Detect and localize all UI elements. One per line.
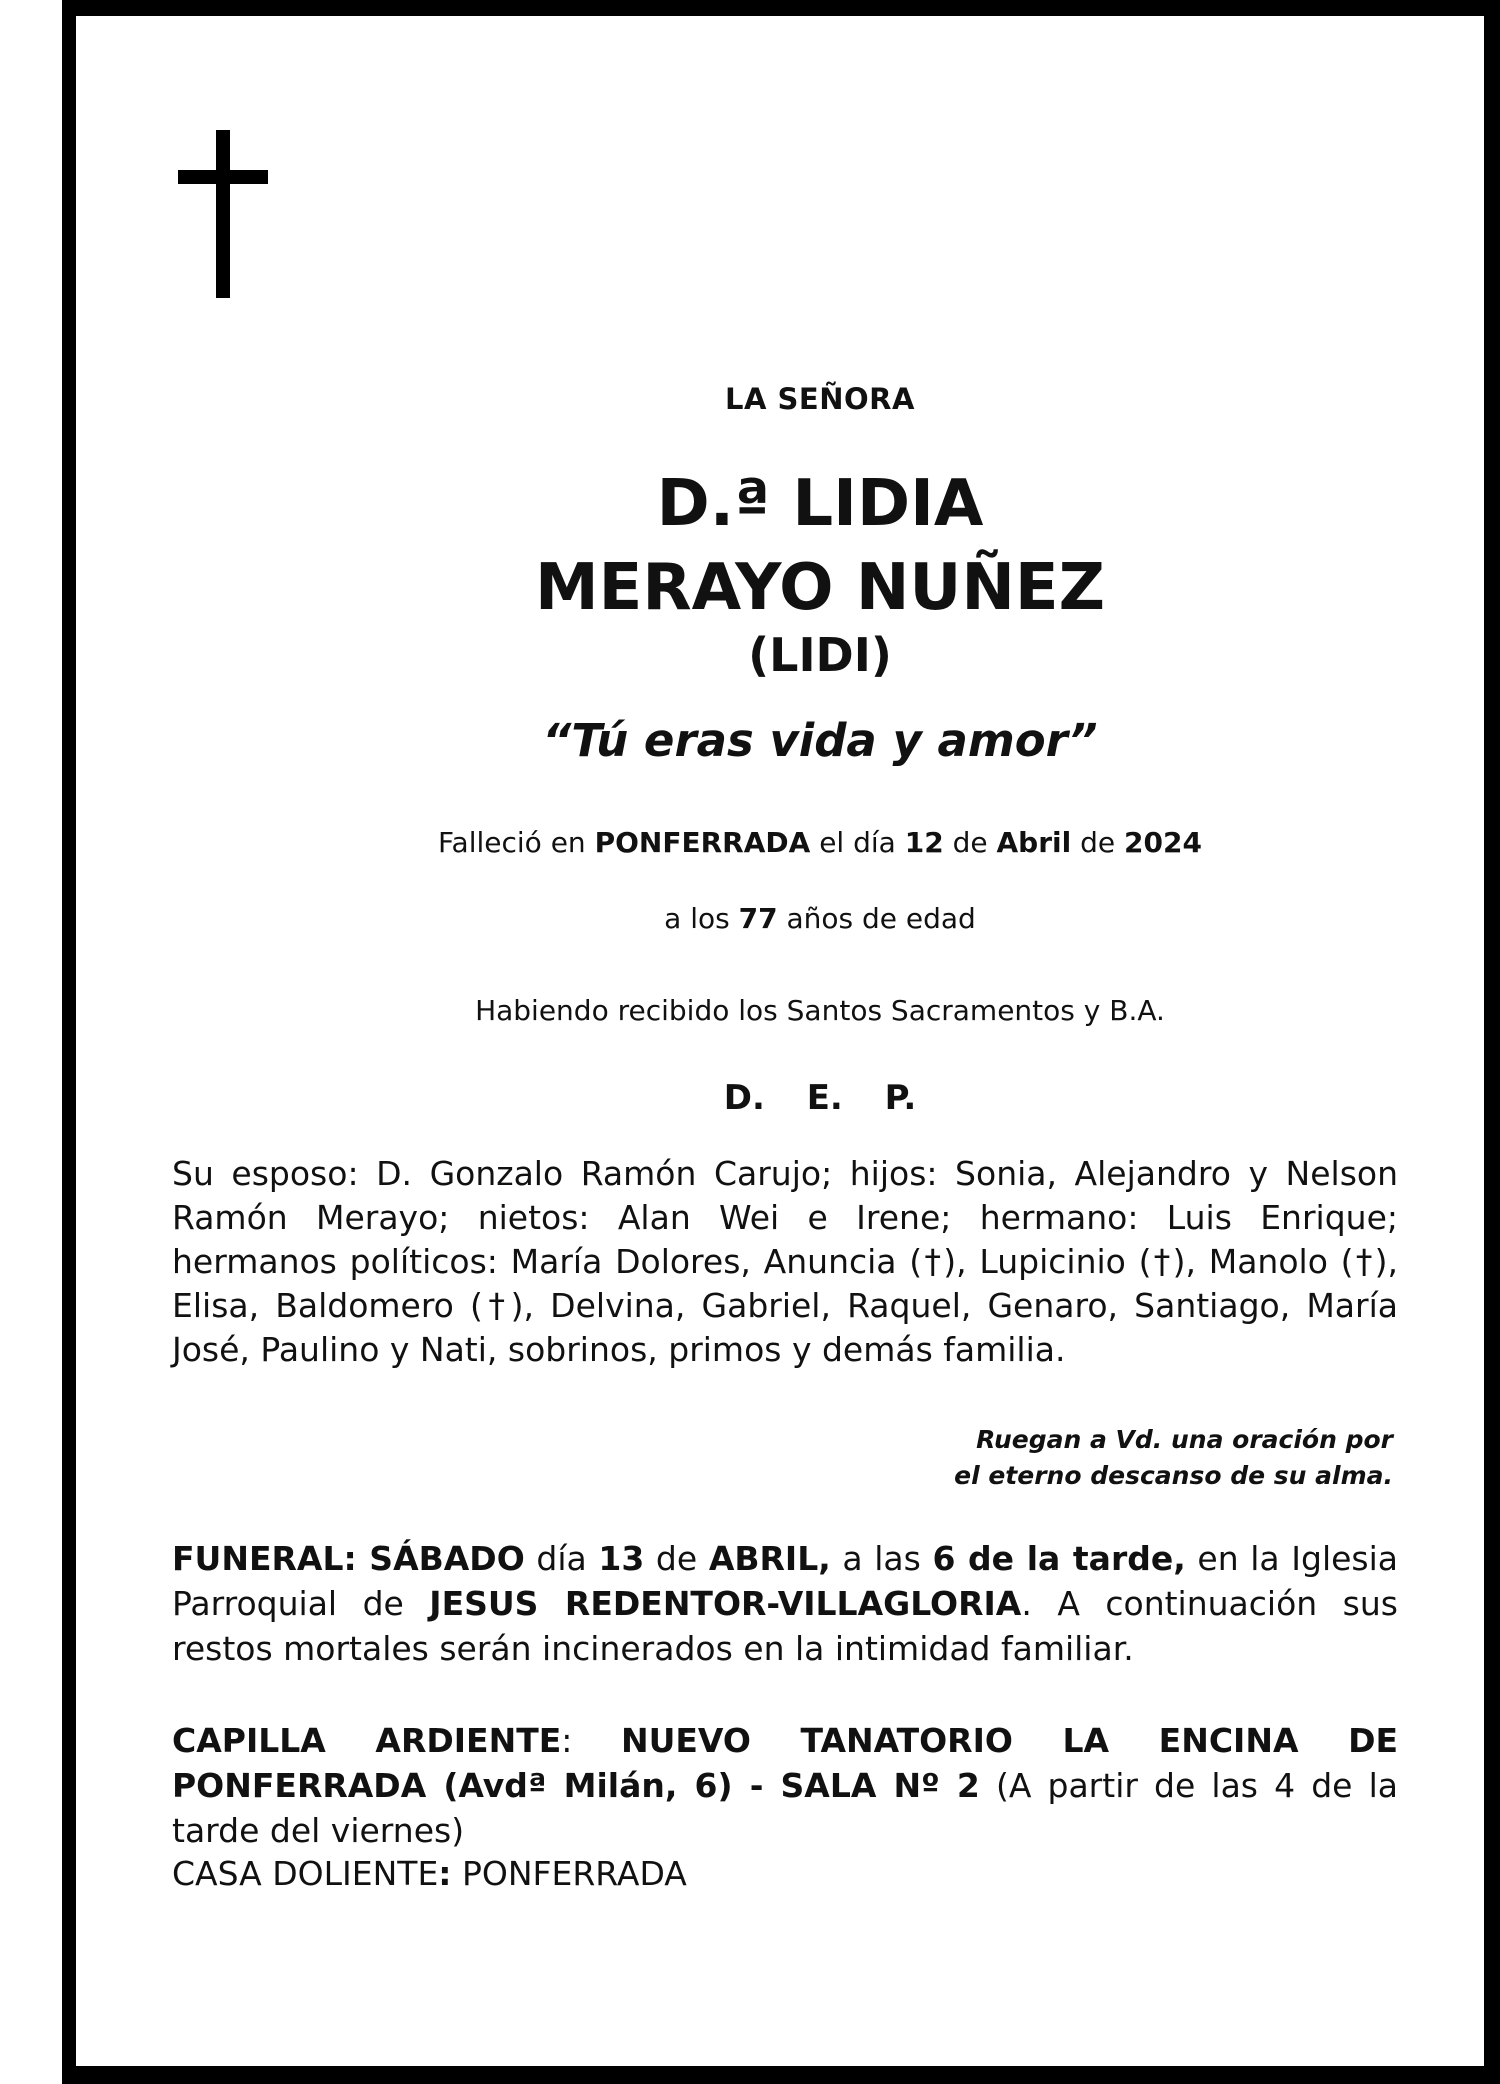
death-mid1: el día (810, 826, 905, 859)
sacraments-statement: Habiendo recibido los Santos Sacramentos y B.A. (475, 994, 1165, 1027)
rip-initials: D. E. P. (723, 1078, 917, 1118)
mourning-house (172, 1854, 687, 1893)
deceased-name-line1: D.ª LIDIA (656, 467, 984, 541)
deceased-name (170, 462, 1470, 630)
deceased-name-line2: MERAYO NUÑEZ (534, 551, 1106, 625)
chapel-label: CAPILLA ARDIENTE (172, 1721, 562, 1760)
funeral-month: ABRIL, (708, 1539, 831, 1578)
nickname: (LIDI) (748, 628, 892, 682)
prayer-line1: Ruegan a Vd. una oración por (976, 1425, 1393, 1454)
funeral-info (172, 1536, 1398, 1671)
funeral-time: 6 de la tarde, (932, 1539, 1186, 1578)
age-prefix: a los (664, 902, 739, 935)
funeral-day: 13 (598, 1539, 645, 1578)
funeral-text-3: a las (830, 1539, 933, 1578)
chapel-note: (A partir de las 4 de la tarde del viernes) (172, 1766, 1398, 1850)
age-years: 77 (738, 902, 778, 935)
funeral-label: FUNERAL: SÁBADO (172, 1539, 525, 1578)
age-statement (170, 902, 1470, 935)
age-suffix: años de edad (777, 902, 976, 935)
death-place: PONFERRADA (594, 826, 811, 859)
death-mid3: de (1071, 826, 1125, 859)
funeral-text-2: de (644, 1539, 709, 1578)
chapel-info (172, 1718, 1398, 1853)
honorific: LA SEÑORA (725, 382, 915, 416)
cross-icon (178, 130, 268, 298)
death-mid2: de (943, 826, 997, 859)
house-label: CASA DOLIENTE (172, 1854, 439, 1893)
death-month: Abril (996, 826, 1072, 859)
motto: “Tú eras vida y amor” (542, 714, 1098, 767)
death-statement (170, 826, 1470, 859)
family-list: Su esposo: D. Gonzalo Ramón Carujo; hijos: Sonia, Alejandro y Nelson Ramón Merayo; nietos: Alan Wei e Irene; hermano: Luis Enrique; hermanos políticos: María Dolores, Anuncia (†), Lupicinio (†), Manolo (†), Elisa, Baldomero (†), Delvina, Gabriel, Raquel, Genaro, Santiago, María José, Paulino y Nati, sobrinos, primos y demás familia. (172, 1154, 1398, 1369)
funeral-text-1: día (524, 1539, 599, 1578)
funeral-text-4: en la Iglesia Parroquial de (172, 1539, 1398, 1623)
funeral-text-5: . A continuación sus restos mortales serán incinerados en la intimidad familiar. (172, 1584, 1398, 1668)
death-prefix: Falleció en (438, 826, 595, 859)
chapel-place: NUEVO TANATORIO LA ENCINA DE PONFERRADA (Avdª Milán, 6) - SALA Nº 2 (172, 1721, 1399, 1805)
house-colon: : (438, 1854, 452, 1893)
chapel-colon: : (561, 1721, 621, 1760)
death-year: 2024 (1124, 826, 1202, 859)
house-value: PONFERRADA (451, 1854, 687, 1893)
funeral-church: JESUS REDENTOR-VILLAGLORIA (429, 1584, 1022, 1623)
prayer-line2: el eterno descanso de su alma. (954, 1461, 1393, 1490)
death-day: 12 (904, 826, 944, 859)
prayer-request (700, 1422, 1393, 1494)
